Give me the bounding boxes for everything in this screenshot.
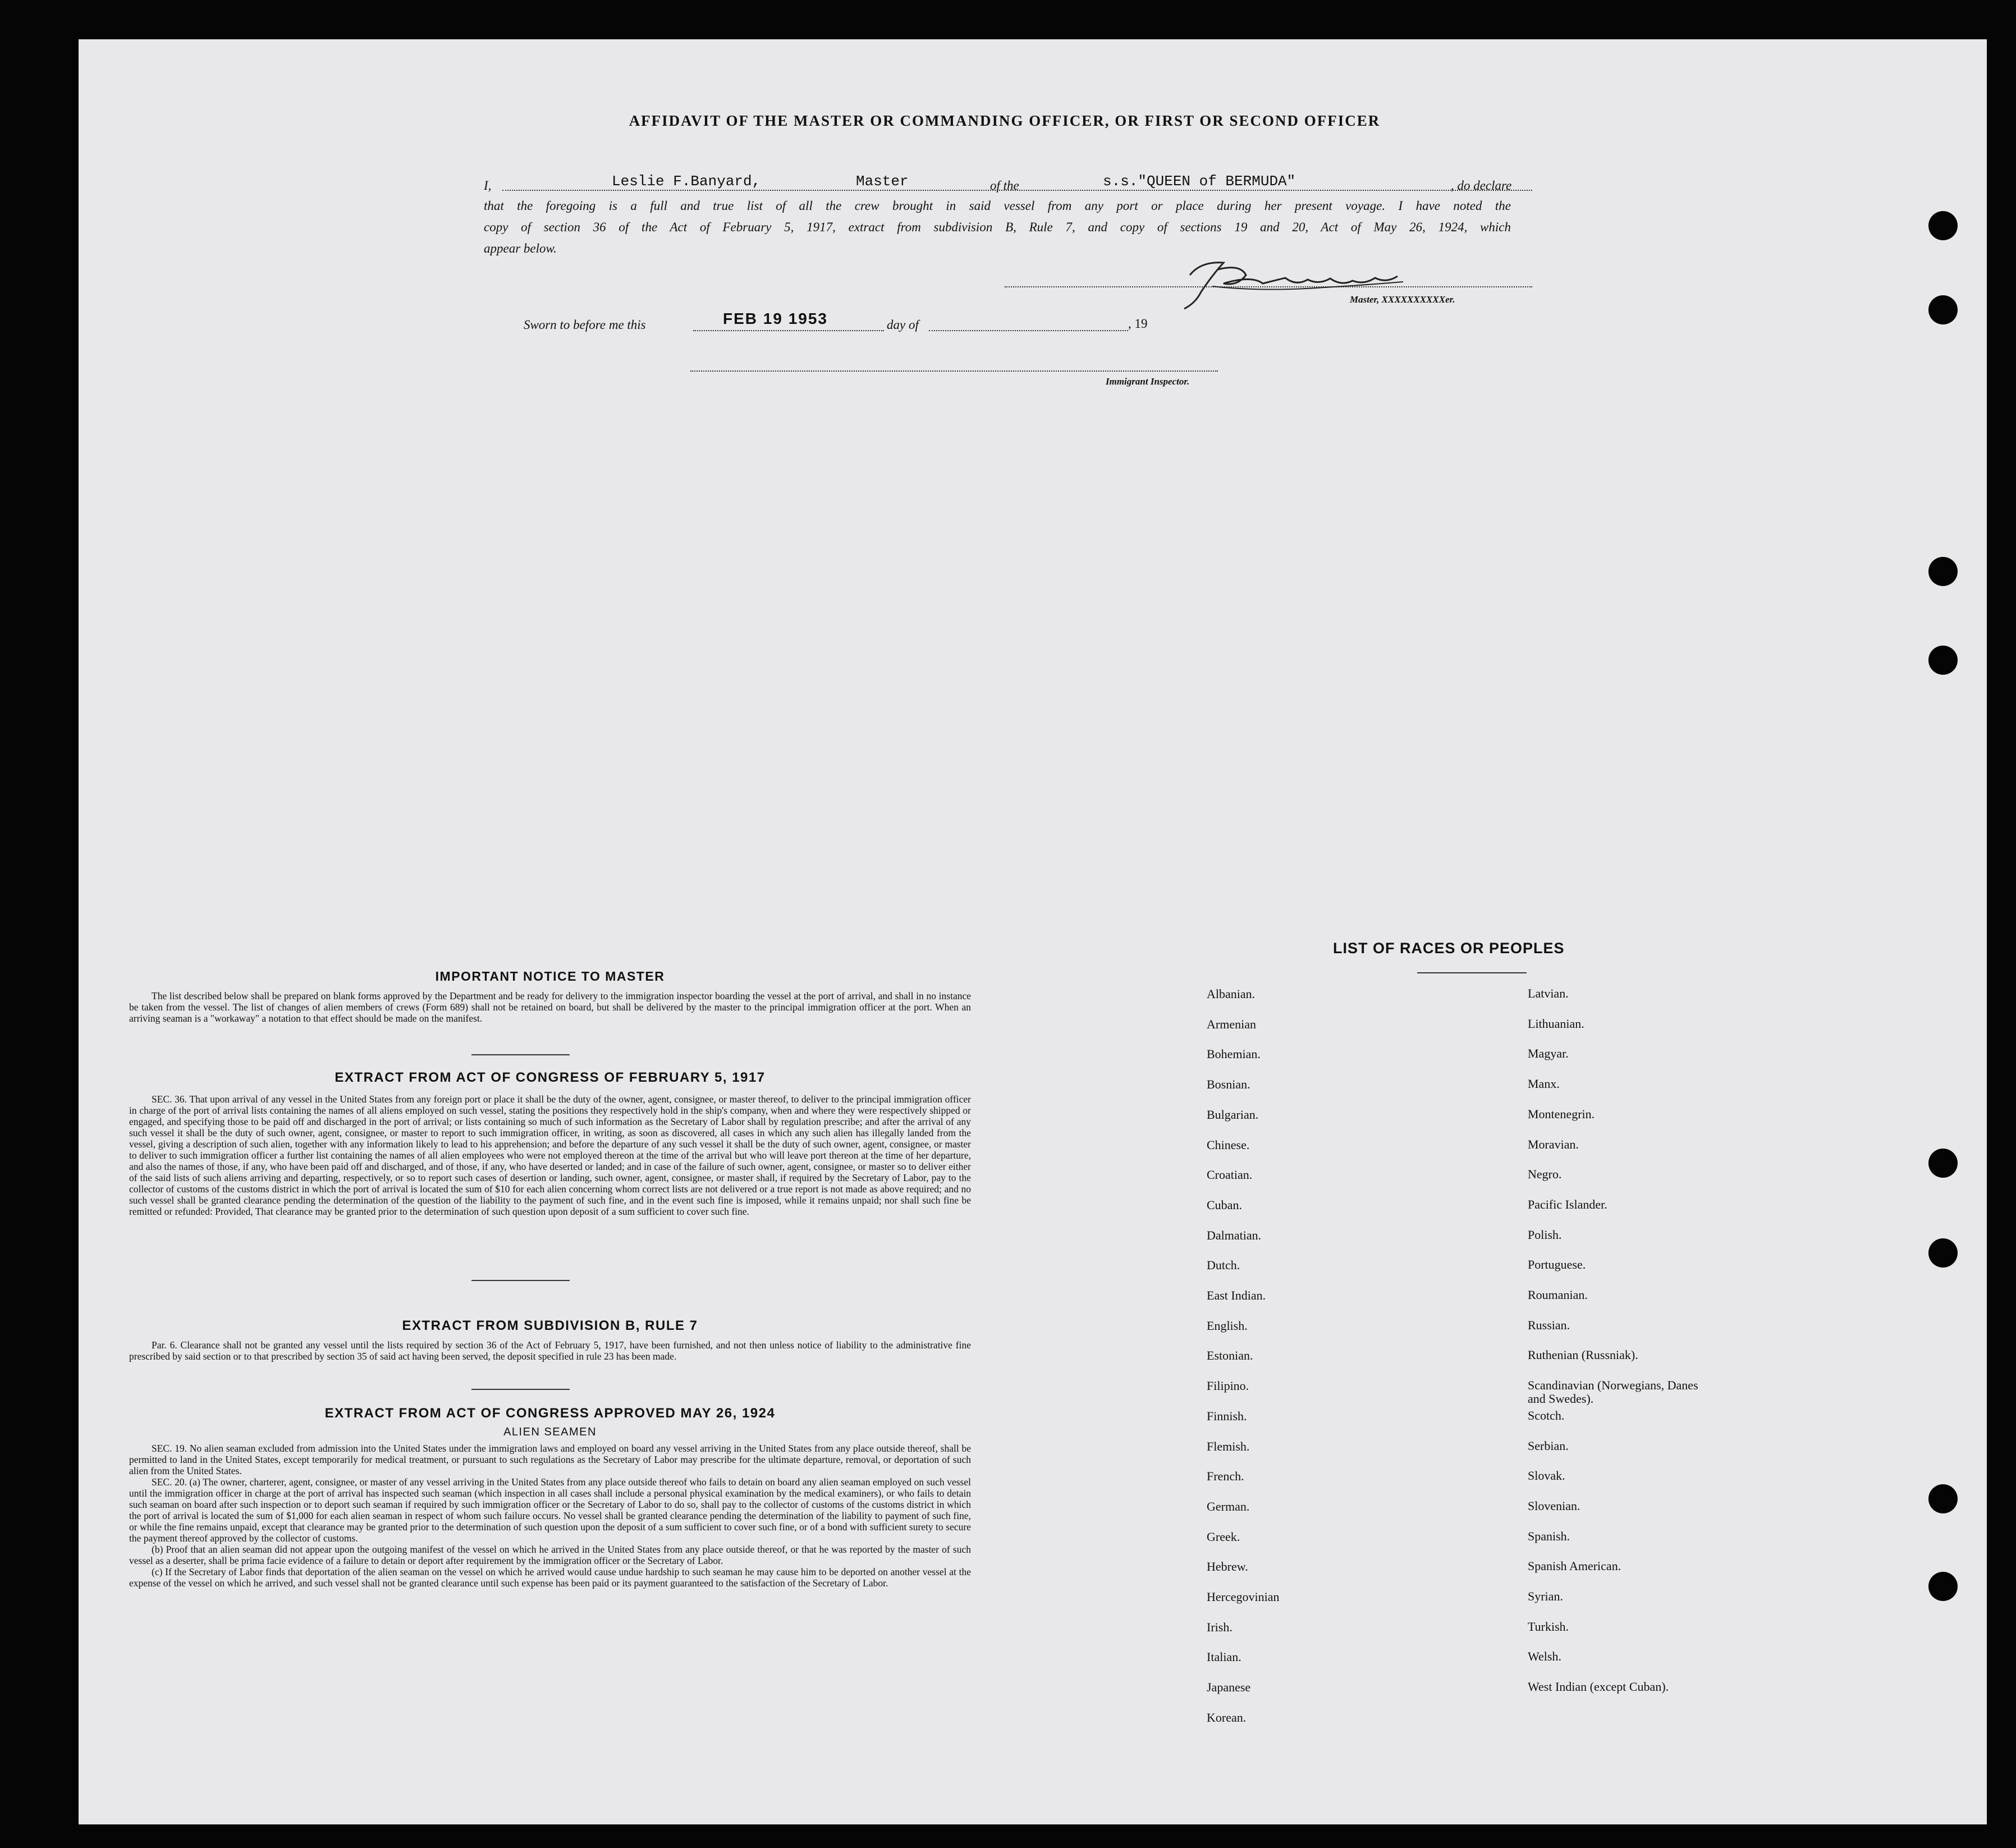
race-item: Chinese. <box>1207 1137 1250 1152</box>
race-item: Armenian <box>1207 1017 1256 1031</box>
year-label: , 19 <box>1128 317 1148 331</box>
race-item: Serbian. <box>1528 1438 1569 1453</box>
race-item: Dutch. <box>1207 1258 1240 1273</box>
master-name: Leslie F.Banyard, <box>612 173 761 190</box>
sec20b-text: (b) Proof that an alien seaman did not appear upon the outgoing manifest of the vessel on which he arrived in the United States from any place outside thereof, or that he was reported by the master of such vessel as a deserter, shall be prima facie evidence of a failure to detain or deport after requirement by the immigration officer or the Secretary of Labor. <box>129 1544 971 1566</box>
race-item: East Indian. <box>1207 1288 1266 1302</box>
race-item: Ruthenian (Russniak). <box>1528 1348 1638 1362</box>
race-item: Slovenian. <box>1528 1498 1580 1513</box>
sec20c-text: (c) If the Secretary of Labor finds that deportation of the alien seaman on the vessel on which he arrived would cause undue hardship to such seaman he may cause him to be deported on another vessel at the expense of the vessel on which he arrived, and such vessel shall not be granted clearance until such expense has been paid or its payment guaranteed to the satisfaction of the Secretary of Labor. <box>129 1566 971 1589</box>
race-item: Finnish. <box>1207 1408 1247 1423</box>
race-item: Manx. <box>1528 1077 1560 1091</box>
declaration-line-3: copy of section 36 of the Act of February 5, 1917, extract from subdivision B, Rule 7, and copy of sections 19 and 20, Act of May 26, 1924, which <box>484 220 1511 234</box>
race-item: Spanish. <box>1528 1529 1570 1543</box>
declaration-line-2: that the foregoing is a full and true list of all the crew brought in said vessel from any port or place during her present voyage. I have noted the <box>484 199 1511 213</box>
race-item: Italian. <box>1207 1650 1241 1664</box>
punch-hole <box>1928 646 1958 675</box>
race-item: Scotch. <box>1528 1408 1565 1422</box>
race-item: Polish. <box>1528 1227 1562 1242</box>
punch-hole <box>1928 211 1958 240</box>
race-item: Bulgarian. <box>1207 1107 1259 1122</box>
race-item: Russian. <box>1528 1318 1570 1332</box>
race-item: Greek. <box>1207 1529 1240 1544</box>
race-item: West Indian (except Cuban). <box>1528 1680 1669 1694</box>
race-item: Dalmatian. <box>1207 1228 1262 1242</box>
sec20a-text: SEC. 20. (a) The owner, charterer, agent, consignee, or master of any vessel arriving in the United States from any place outside thereof who fails to detain on board any alien seaman employed on such vessel until the immigration officer in charge at the port of arrival has inspected such seaman (which inspection in all cases shall include a personal physical examination by the medical examiners), or who fails to detain such seaman on board after such inspection or to deport such seaman if required by such immigration officer or the Secretary of Labor to do so, shall pay to the collector of customs of the customs district in which the port of arrival is located the sum of $1,000 for each alien seaman in respect of whom such failure occurs. No vessel shall be granted clearance pending the determination of the liability to payment of such fine, or while the fine remains unpaid, except that clearance may be granted prior to the determination of such question upon the deposit of a sum sufficient to cover such fine, or of a bond with sufficient surety to secure the payment thereof approved by the collector of customs. <box>129 1476 971 1544</box>
race-item: Spanish American. <box>1528 1559 1621 1573</box>
race-item: English. <box>1207 1318 1248 1333</box>
race-item: Magyar. <box>1528 1046 1569 1061</box>
punch-hole <box>1928 1572 1958 1601</box>
race-item: Welsh. <box>1528 1649 1561 1664</box>
race-item: Korean. <box>1207 1710 1247 1725</box>
signature-caption: Master, XXXXXXXXXXer. <box>1350 294 1455 305</box>
races-heading: LIST OF RACES OR PEOPLES <box>1333 940 1565 957</box>
race-item: Roumanian. <box>1528 1288 1588 1302</box>
pronoun-label: I, <box>484 179 492 193</box>
race-item: Turkish. <box>1528 1619 1569 1634</box>
sworn-label: Sworn to before me this <box>524 318 646 332</box>
punch-hole <box>1928 1238 1958 1268</box>
race-item: Latvian. <box>1528 986 1569 1000</box>
race-item: German. <box>1207 1499 1250 1513</box>
extract-1924-heading: EXTRACT FROM ACT OF CONGRESS APPROVED MAY 26, 1924 <box>324 1406 776 1421</box>
race-item: Montenegrin. <box>1528 1106 1595 1121</box>
race-item: Slovak. <box>1528 1469 1565 1483</box>
race-item: Lithuanian. <box>1528 1016 1584 1031</box>
race-item: Cuban. <box>1207 1197 1242 1212</box>
race-item: Moravian. <box>1528 1137 1579 1151</box>
vessel-name: s.s."QUEEN of BERMUDA" <box>1103 173 1296 190</box>
race-item: Pacific Islander. <box>1528 1197 1607 1211</box>
race-item: Negro. <box>1528 1167 1562 1182</box>
race-item: Estonian. <box>1207 1348 1253 1363</box>
race-item: Flemish. <box>1207 1439 1250 1453</box>
day-of-label: day of <box>887 318 919 332</box>
declaration-line-4: appear below. <box>484 241 557 255</box>
affidavit-title: AFFIDAVIT OF THE MASTER OR COMMANDING OFFICER, OR FIRST OR SECOND OFFICER <box>629 112 1381 129</box>
notice-text: The list described below shall be prepared on blank forms approved by the Department and be ready for delivery to the immigration inspector boarding the vessel at the port of arrival, and shall in no instance be taken from the vessel. The list of changes of alien members of crews (Form 689) shall not be retained on board, but shall be delivered by the master to the principal immigration officer at the port. When an arriving seaman is a "workaway" a notation to that effect should be made on the manifest. <box>129 990 971 1024</box>
race-item: Japanese <box>1207 1680 1251 1695</box>
alien-seamen-subheading: ALIEN SEAMEN <box>503 1426 597 1438</box>
race-item: Croatian. <box>1207 1168 1253 1182</box>
race-item: Syrian. <box>1528 1589 1563 1603</box>
notice-heading: IMPORTANT NOTICE TO MASTER <box>435 969 665 984</box>
extract-1924-text <box>129 1443 971 1589</box>
punch-hole <box>1928 1149 1958 1178</box>
rule7-text: Par. 6. Clearance shall not be granted any vessel until the lists required by section 36 of the Act of February 5, 1917, have been furnished, and not then unless notice of liability to the administrative fine prescribed by said section or to that prescribed by section 35 of said act having been served, the deposit specified in rule 23 has been made. <box>129 1339 971 1362</box>
race-item: Bohemian. <box>1207 1047 1261 1062</box>
do-declare-label: , do declare <box>1451 179 1512 193</box>
punch-hole <box>1928 557 1958 586</box>
extract-1917-text: SEC. 36. That upon arrival of any vessel in the United States from any foreign port or place it shall be the duty of the owner, agent, consignee, or master thereof, to deliver to the principal immigration officer in charge of the port of arrival lists containing the names of all aliens employed on such vessel, stating the positions they respectively hold in the ship's company, when and where they were respectively shipped or engaged, and specifying those to be paid off and discharged in the port of arrival; or lists containing so much of such information as the Secretary of Labor shall by regulation prescribe; and after the arrival of any such vessel it shall be the duty of such owner, agent, consignee, or master to report to such immigration officer, in writing, as soon as discovered, all cases in which any such alien has illegally landed from the vessel, giving a description of such alien, together with any information likely to lead to his apprehension; and before the departure of any such vessel it shall be the duty of such owner, agent, consignee, or master to deliver to such immigration officer a further list containing the names of all alien employees who were not employed thereon at the time of the arrival but who will leave port thereon at the time of her departure, and also the names of those, if any, who have been paid off and discharged, and of those, if any, who have deserted or landed; and in case of the failure of such owner, agent, consignee, or master so to deliver either of the said lists of such aliens arriving and departing, respectively, or so to report such cases of desertion or landing, such owner, agent, consignee, or master shall, if required by the Secretary of Labor, pay to the collector of customs of the customs district in which the port of arrival is located the sum of $10 for each alien concerning whom correct lists are not delivered or a true report is not made as above required; and no such vessel shall be granted clearance pending the determination of the question of the liability to the payment of such fine, and in the event such fine is imposed, while it remains unpaid; nor shall such fine be remitted or refunded: Provided, That clearance may be granted prior to the determination of such question upon deposit of a sum sufficient to cover such fine. <box>129 1094 971 1217</box>
race-item: French. <box>1207 1469 1244 1484</box>
race-item: Filipino. <box>1207 1379 1249 1393</box>
race-item: Hebrew. <box>1207 1559 1248 1574</box>
rule7-heading: EXTRACT FROM SUBDIVISION B, RULE 7 <box>402 1318 698 1333</box>
punch-hole <box>1928 1484 1958 1513</box>
race-item: Bosnian. <box>1207 1077 1250 1092</box>
race-item: Albanian. <box>1207 987 1256 1001</box>
race-item: Scandinavian (Norwegians, Danes and Swedes). <box>1528 1378 1698 1406</box>
sec19-text: SEC. 19. No alien seaman excluded from admission into the United States under the immigration laws and employed on board any vessel arriving in the United States from any place outside thereof, shall be permitted to land in the United States, except temporarily for medical treatment, or pursuant to such regulations as the Secretary of Labor may prescribe for the ultimate departure, removal, or deportation of such alien from the United States. <box>129 1443 971 1476</box>
extract-1917-heading: EXTRACT FROM ACT OF CONGRESS OF FEBRUARY 5, 1917 <box>335 1070 766 1085</box>
form-page <box>79 39 1987 1824</box>
punch-hole <box>1928 295 1958 324</box>
of-the-label: of the <box>990 179 1019 193</box>
race-item: Irish. <box>1207 1620 1232 1634</box>
rank-value: Master <box>856 173 909 190</box>
race-item: Hercegovinian <box>1207 1590 1280 1604</box>
sworn-date-stamp: FEB 19 1953 <box>723 310 828 327</box>
inspector-caption: Immigrant Inspector. <box>1106 376 1190 387</box>
race-item: Portuguese. <box>1528 1257 1586 1272</box>
